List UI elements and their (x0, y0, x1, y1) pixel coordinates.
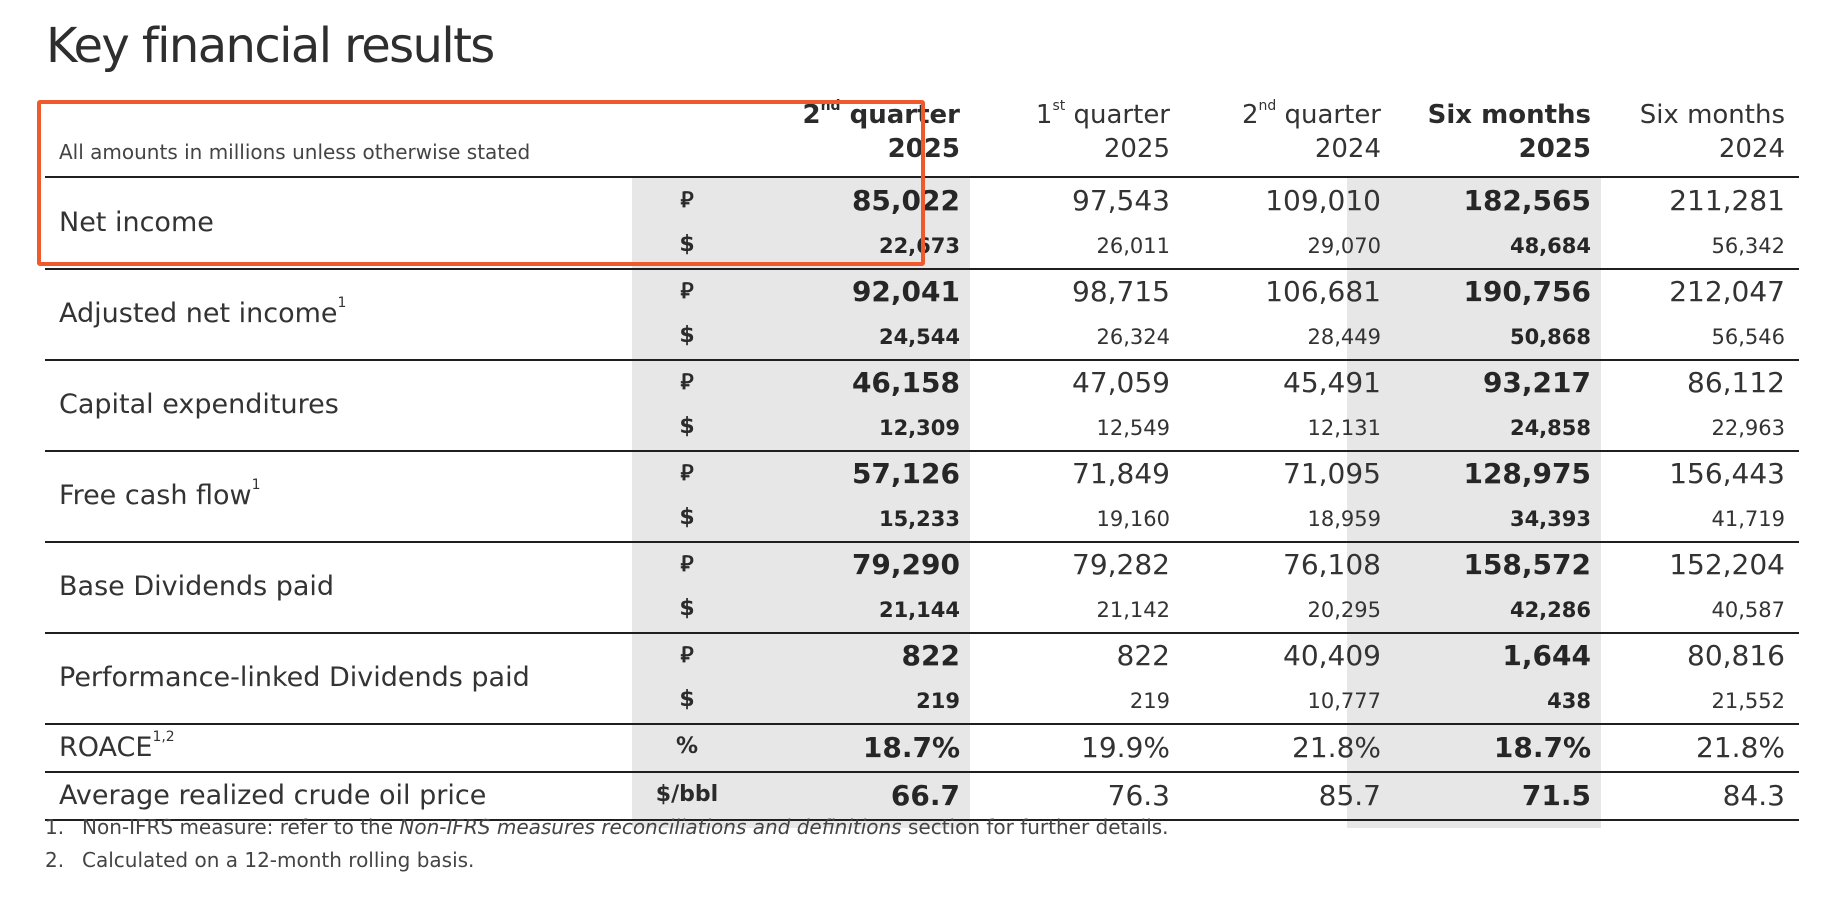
sar-value: 93,217 (1482, 366, 1591, 399)
usd-value: 28,449 (1307, 325, 1381, 349)
usd-currency-symbol: $ (679, 687, 695, 712)
sar-value: 45,491 (1283, 366, 1381, 399)
sar-value: 47,059 (1072, 366, 1170, 399)
sar-currency-symbol: ⃁ (680, 279, 694, 304)
usd-currency-symbol: $ (679, 323, 695, 348)
usd-currency-symbol: $ (679, 232, 695, 257)
row-label-text: Base Dividends paid (59, 571, 335, 602)
single-value: 84.3 (1722, 779, 1785, 812)
usd-currency-symbol: $ (679, 505, 695, 530)
sar-value: 71,095 (1283, 457, 1381, 490)
row-label-text: Average realized crude oil price (59, 780, 487, 811)
row-label-footnote: 1 (251, 477, 261, 493)
usd-value: 50,868 (1509, 325, 1591, 349)
usd-value: 29,070 (1307, 234, 1381, 258)
sar-value: 1,644 (1502, 639, 1591, 672)
single-value: 66.7 (890, 779, 960, 812)
sar-value: 98,715 (1072, 275, 1170, 308)
col-header-q1-2025: 1st quarter 2025 (1035, 98, 1170, 164)
usd-value: 20,295 (1307, 598, 1381, 622)
usd-value: 12,309 (878, 416, 960, 440)
row-label (59, 294, 346, 334)
row-label (59, 658, 530, 698)
single-value: 76.3 (1107, 779, 1170, 812)
usd-value: 219 (1129, 689, 1170, 713)
sar-value: 822 (1116, 639, 1170, 672)
usd-value: 41,719 (1711, 507, 1785, 531)
row-label-footnote: 1 (337, 295, 347, 311)
col-header-q2-2025: 2nd quarter 2025 (802, 98, 960, 164)
usd-value: 15,233 (878, 507, 960, 531)
sar-value: 97,543 (1072, 184, 1170, 217)
usd-value: 10,777 (1307, 689, 1381, 713)
row-label (59, 567, 334, 607)
col-header-six-months-2024: Six months 2024 (1639, 100, 1785, 164)
page-title: Key financial results (46, 18, 494, 74)
usd-value: 26,011 (1096, 234, 1170, 258)
usd-value: 19,160 (1096, 507, 1170, 531)
sar-currency-symbol: ⃁ (680, 370, 694, 395)
sar-value: 80,816 (1687, 639, 1785, 672)
unit-label: $/bbl (655, 782, 719, 807)
usd-value: 34,393 (1509, 507, 1591, 531)
sar-value: 76,108 (1283, 548, 1381, 581)
usd-value: 26,324 (1096, 325, 1170, 349)
sar-value: 79,290 (851, 548, 960, 581)
sar-value: 156,443 (1669, 457, 1785, 490)
sar-currency-symbol: ⃁ (680, 461, 694, 486)
usd-currency-symbol: $ (679, 596, 695, 621)
sar-value: 211,281 (1669, 184, 1785, 217)
row-label-text: Performance-linked Dividends paid (59, 662, 530, 693)
sar-value: 212,047 (1669, 275, 1785, 308)
usd-value: 56,546 (1711, 325, 1785, 349)
row-label-text: Adjusted net income (59, 298, 338, 329)
row-label (59, 476, 261, 516)
usd-value: 21,144 (878, 598, 960, 622)
row-label (59, 776, 486, 816)
row-rule (45, 771, 1799, 773)
sar-value: 822 (901, 639, 960, 672)
sar-value: 85,022 (851, 184, 960, 217)
sar-value: 71,849 (1072, 457, 1170, 490)
usd-value: 48,684 (1509, 234, 1591, 258)
single-value: 19.9% (1081, 731, 1170, 764)
row-label-footnote: 1,2 (152, 729, 175, 745)
usd-currency-symbol: $ (679, 414, 695, 439)
row-label-text: Free cash flow (59, 480, 252, 511)
col-header-six-months-2025: Six months 2025 (1427, 100, 1591, 164)
usd-value: 40,587 (1711, 598, 1785, 622)
usd-value: 22,673 (878, 234, 960, 258)
usd-value: 18,959 (1307, 507, 1381, 531)
sar-value: 40,409 (1283, 639, 1381, 672)
sar-value: 190,756 (1463, 275, 1591, 308)
row-label-text: Net income (59, 207, 214, 238)
unit-label: % (675, 734, 699, 759)
single-value: 21.8% (1292, 731, 1381, 764)
sar-value: 46,158 (851, 366, 960, 399)
row-label (59, 728, 175, 768)
sar-value: 109,010 (1265, 184, 1381, 217)
row-rule (45, 723, 1799, 725)
sar-value: 182,565 (1463, 184, 1591, 217)
sar-value: 92,041 (851, 275, 960, 308)
usd-value: 56,342 (1711, 234, 1785, 258)
col-header-q2-2024: 2nd quarter 2024 (1241, 98, 1381, 164)
usd-value: 42,286 (1509, 598, 1591, 622)
highlight-box (37, 100, 925, 266)
sar-value: 57,126 (851, 457, 960, 490)
usd-value: 22,963 (1711, 416, 1785, 440)
sar-currency-symbol: ⃁ (680, 552, 694, 577)
usd-value: 21,552 (1711, 689, 1785, 713)
sar-value: 86,112 (1687, 366, 1785, 399)
units-note: All amounts in millions unless otherwise stated (59, 140, 531, 164)
row-label-text: Capital expenditures (59, 389, 339, 420)
single-value: 18.7% (862, 731, 960, 764)
row-label (59, 385, 339, 425)
usd-value: 219 (916, 689, 960, 713)
single-value: 71.5 (1521, 779, 1591, 812)
usd-value: 438 (1547, 689, 1591, 713)
single-value: 21.8% (1696, 731, 1785, 764)
usd-value: 24,858 (1509, 416, 1591, 440)
usd-value: 21,142 (1096, 598, 1170, 622)
sar-value: 158,572 (1463, 548, 1591, 581)
sar-value: 128,975 (1463, 457, 1591, 490)
row-label-text: ROACE (59, 732, 153, 763)
sar-currency-symbol: ⃁ (680, 643, 694, 668)
sar-value: 79,282 (1072, 548, 1170, 581)
sar-value: 106,681 (1265, 275, 1381, 308)
usd-value: 12,131 (1307, 416, 1381, 440)
single-value: 18.7% (1493, 731, 1591, 764)
sar-value: 152,204 (1669, 548, 1785, 581)
usd-value: 24,544 (878, 325, 960, 349)
sar-currency-symbol: ⃁ (680, 188, 694, 213)
single-value: 85.7 (1318, 779, 1381, 812)
usd-value: 12,549 (1096, 416, 1170, 440)
